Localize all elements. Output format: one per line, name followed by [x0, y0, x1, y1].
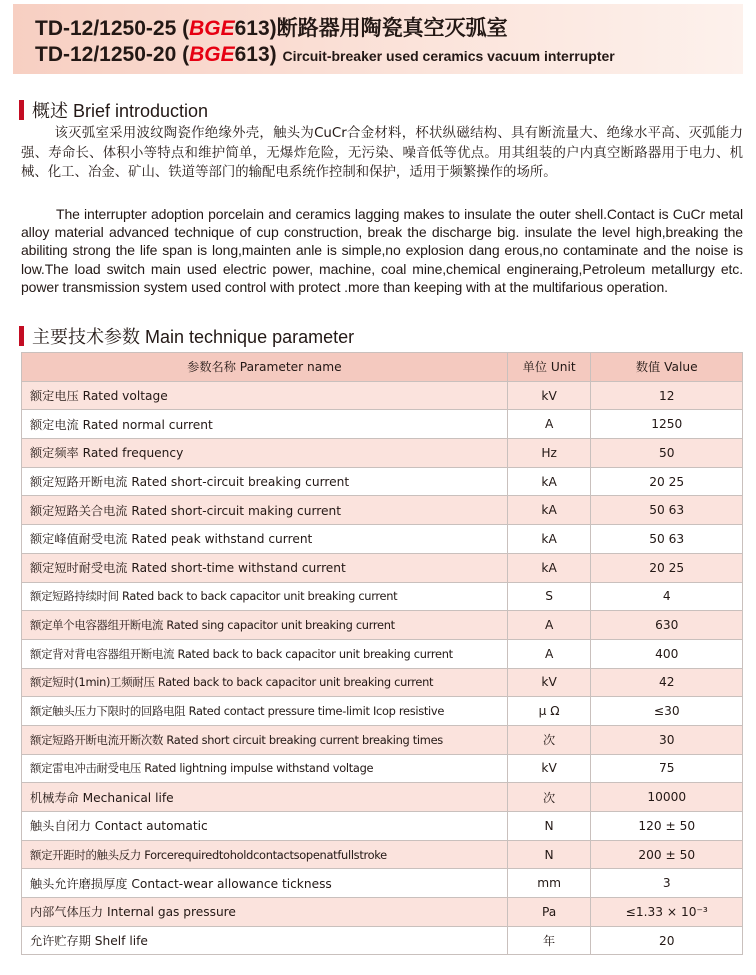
param-name: 内部气体压力 Internal gas pressure — [22, 898, 508, 927]
param-value: 50 63 — [591, 525, 743, 554]
table-header-row — [22, 353, 743, 382]
param-unit: kV — [507, 668, 591, 697]
param-unit: N — [507, 812, 591, 841]
param-name: 额定单个电容器组开断电流 Rated sing capacitor unit breaking current — [22, 611, 508, 640]
title-cn: 断路器用陶瓷真空灭弧室 — [276, 17, 508, 40]
param-name: 额定短时耐受电流 Rated short-time withstand current — [22, 553, 508, 582]
param-value: ≤30 — [591, 697, 743, 726]
param-name: 触头自闭力 Contact automatic — [22, 812, 508, 841]
table-row — [22, 783, 743, 812]
param-value: 20 25 — [591, 553, 743, 582]
param-name: 额定短路开断电流 Rated short-circuit breaking current — [22, 467, 508, 496]
table-row — [22, 926, 743, 955]
table-row — [22, 381, 743, 410]
param-value: 400 — [591, 639, 743, 668]
param-name: 机械寿命 Mechanical life — [22, 783, 508, 812]
param-unit: N — [507, 840, 591, 869]
param-value: 42 — [591, 668, 743, 697]
param-name: 额定背对背电容器组开断电流 Rated back to back capacitor unit breaking current — [22, 639, 508, 668]
title-en: Circuit-breaker used ceramics vacuum interrupter — [282, 48, 615, 64]
param-unit: 次 — [507, 725, 591, 754]
param-value: 1250 — [591, 410, 743, 439]
param-name: 额定短路关合电流 Rated short-circuit making current — [22, 496, 508, 525]
param-unit: 次 — [507, 783, 591, 812]
model-code: 613 — [234, 17, 270, 40]
param-name: 额定电流 Rated normal current — [22, 410, 508, 439]
param-value: ≤1.33 × 10⁻³ — [591, 898, 743, 927]
params-heading-text: 主要技术参数 Main technique parameter — [32, 327, 355, 347]
param-value: 12 — [591, 381, 743, 410]
param-value: 75 — [591, 754, 743, 783]
param-unit: Hz — [507, 439, 591, 468]
table-row — [22, 467, 743, 496]
column-header-unit: 单位 Unit — [507, 353, 591, 382]
param-unit: kA — [507, 467, 591, 496]
param-name: 额定触头压力下限时的回路电阻 Rated contact pressure time-limit Icop resistive — [22, 697, 508, 726]
intro-paragraph-cn: 该灭弧室采用波纹陶瓷作绝缘外壳，触头为CuCr合金材料，杯状纵磁结构、具有断流量大、绝缘水平高、灭弧能力强、寿命长、体积小等特点和维护简单，无爆炸危险，无污染、噪音低等优点。用其组装的户内真空断路器用于电力、机械、化工、冶金、矿山、铁道等部门的输配电系统作控制和保护，适用于频繁操作的场所。 — [21, 126, 743, 180]
param-name: 额定电压 Rated voltage — [22, 381, 508, 410]
param-name: 额定短时(1min)工频耐压 Rated back to back capacitor unit breaking current — [22, 668, 508, 697]
param-name: 额定短路开断电流开断次数 Rated short circuit breaking current breaking times — [22, 725, 508, 754]
section-marker — [19, 326, 24, 346]
table-row — [22, 668, 743, 697]
intro-heading-text: 概述 Brief introduction — [32, 101, 209, 121]
param-unit: kA — [507, 496, 591, 525]
table-row — [22, 611, 743, 640]
table-row — [22, 496, 743, 525]
section-marker — [19, 100, 24, 120]
paren-open: ( — [182, 43, 190, 66]
param-unit: kV — [507, 381, 591, 410]
brand-logo: BGE — [189, 43, 235, 66]
param-unit: kA — [507, 525, 591, 554]
table-row — [22, 869, 743, 898]
paren-close: ) — [269, 17, 277, 40]
parameter-table — [21, 352, 743, 955]
model-code: 613 — [234, 43, 270, 66]
params-section-heading — [19, 323, 354, 349]
title-line-2 — [35, 43, 615, 67]
title-banner — [13, 4, 743, 74]
param-name: 额定短路持续时间 Rated back to back capacitor unit breaking current — [22, 582, 508, 611]
intro-text-cn — [21, 124, 743, 183]
table-row — [22, 725, 743, 754]
model-number: TD-12/1250-20 — [35, 43, 177, 66]
param-value: 50 — [591, 439, 743, 468]
table-row — [22, 697, 743, 726]
param-name: 触头允许磨损厚度 Contact-wear allowance tickness — [22, 869, 508, 898]
table-row — [22, 639, 743, 668]
param-value: 10000 — [591, 783, 743, 812]
param-unit: A — [507, 611, 591, 640]
param-value: 30 — [591, 725, 743, 754]
param-unit: kA — [507, 553, 591, 582]
param-value: 200 ± 50 — [591, 840, 743, 869]
table-row — [22, 582, 743, 611]
table-row — [22, 553, 743, 582]
table-row — [22, 410, 743, 439]
param-unit: kV — [507, 754, 591, 783]
param-name: 额定开距时的触头反力 Forcerequiredtoholdcontactsopenatfullstroke — [22, 840, 508, 869]
param-value: 630 — [591, 611, 743, 640]
table-row — [22, 840, 743, 869]
param-unit: μ Ω — [507, 697, 591, 726]
param-name: 额定频率 Rated frequency — [22, 439, 508, 468]
param-unit: A — [507, 639, 591, 668]
intro-section-heading — [19, 97, 208, 123]
param-value: 20 25 — [591, 467, 743, 496]
table-row — [22, 525, 743, 554]
param-unit: mm — [507, 869, 591, 898]
param-value: 50 63 — [591, 496, 743, 525]
column-header-value: 数值 Value — [591, 353, 743, 382]
table-row — [22, 754, 743, 783]
param-name: 允许贮存期 Shelf life — [22, 926, 508, 955]
title-line-1 — [35, 12, 508, 42]
brand-logo: BGE — [189, 17, 235, 40]
paren-open: ( — [182, 17, 190, 40]
table-row — [22, 898, 743, 927]
param-unit: S — [507, 582, 591, 611]
table-row — [22, 439, 743, 468]
column-header-name: 参数名称 Parameter name — [22, 353, 508, 382]
param-unit: A — [507, 410, 591, 439]
param-unit: 年 — [507, 926, 591, 955]
param-value: 4 — [591, 582, 743, 611]
param-unit: Pa — [507, 898, 591, 927]
paren-close: ) — [269, 43, 277, 66]
intro-paragraph-en: The interrupter adoption porcelain and ceramics lagging makes to insulate the outer shell.Contact is CuCr metal alloy material advanced technique of cup construction, break the discharge big. insulate the level high,breaking the abiliting strong the life span is long,mainten anle is simple,no explosion dang erous,no contaminate and the noise is low.The load switch main used electric power, machine, coal mine,chemical engineraing,Petroleum metallurgy etc. power transmission system used control with protect .more than keeping with at the multifarious operation. — [21, 206, 743, 295]
param-value: 20 — [591, 926, 743, 955]
param-name: 额定雷电冲击耐受电压 Rated lightning impulse withstand voltage — [22, 754, 508, 783]
param-name: 额定峰值耐受电流 Rated peak withstand current — [22, 525, 508, 554]
table-row — [22, 812, 743, 841]
intro-text-en — [21, 205, 743, 296]
param-value: 3 — [591, 869, 743, 898]
model-number: TD-12/1250-25 — [35, 17, 177, 40]
param-value: 120 ± 50 — [591, 812, 743, 841]
